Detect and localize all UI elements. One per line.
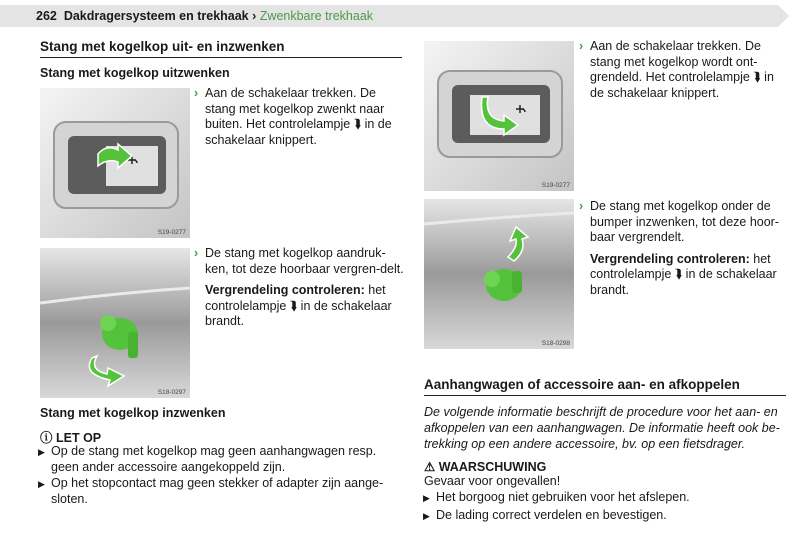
image-code: S18-0297 (157, 389, 186, 396)
triangle-bullet-icon: ▶ (38, 479, 45, 489)
switch-image-2 (424, 41, 574, 191)
warning-item: ▶ De lading correct verdelen en bevestigen. (423, 508, 667, 522)
heading-rule (40, 57, 402, 58)
check-label: Vergrendeling controleren: (205, 283, 365, 297)
warning-item: ▶ Het borgoog niet gebruiken voor het afslepen. (423, 490, 690, 504)
heading-rule (424, 395, 786, 396)
step-text: De stang met kogelkop aandruk-ken, tot deze hoorbaar vergren-delt. (205, 246, 404, 276)
step-bullet-icon: › (194, 246, 199, 260)
triangle-bullet-icon: ▶ (423, 493, 430, 503)
section-title: Dakdragersysteem en trekhaak (63, 9, 249, 23)
warning-icon: ⚠ (424, 460, 436, 474)
image-code: S18-0298 (541, 340, 570, 347)
step-bullet-icon: › (194, 86, 199, 100)
step-text: Aan de schakelaar trekken. De stang met kogelkop zwenkt naar buiten. Het controlelampje ⮯ in de schakelaar knippert. (205, 86, 392, 147)
intro-text: De volgende informatie beschrijft de procedure voor het aan- en afkoppelen van een aanhangwagen. De informatie heeft ook be-trekking op een andere accessoire, bv. op een fietsdrager. (424, 405, 780, 451)
subheading-uitzwenken: Stang met kogelkop uitzwenken (40, 66, 230, 80)
step-right-2 (579, 199, 786, 298)
bumper-image-2 (424, 199, 574, 349)
image-code: S19-0277 (541, 182, 570, 189)
step-left-1 (194, 86, 405, 148)
note-item: ▶ Op de stang met kogelkop mag geen aanhangwagen resp. geen ander accessoire aangekoppeld zijn. (38, 444, 377, 474)
image-code: S19-0277 (157, 229, 186, 236)
step-right-1 (579, 39, 786, 101)
check-text: het controlelampje ⮯ in de schakelaar brandt. (590, 251, 777, 297)
breadcrumb-separator: › (252, 9, 257, 23)
breadcrumb-current[interactable]: Zwenkbare trekhaak (259, 9, 374, 23)
section-heading: Stang met kogelkop uit- en inzwenken (40, 39, 285, 54)
section-heading-2: Aanhangwagen of accessoire aan- en afkoppelen (424, 377, 740, 392)
note-title: LET OP (56, 431, 102, 445)
warning-title: WAARSCHUWING (438, 460, 547, 474)
step-text: Aan de schakelaar trekken. De stang met kogelkop wordt ont-grendeld. Het controlelampje ⮯ in de schakelaar knippert. (590, 39, 774, 100)
switch-image-1 (40, 88, 190, 238)
breadcrumb (36, 9, 373, 23)
subheading-inzwenken: Stang met kogelkop inzwenken (40, 406, 226, 420)
info-icon: ⓘ (40, 431, 53, 445)
check-label: Vergrendeling controleren: (590, 251, 750, 266)
triangle-bullet-icon: ▶ (38, 447, 45, 457)
step-bullet-icon: › (579, 39, 584, 53)
header-arrow (778, 5, 789, 27)
step-left-2 (194, 246, 405, 330)
page-number: 262 (36, 9, 57, 23)
bumper-image-1 (40, 248, 190, 398)
warning-heading (424, 459, 546, 474)
step-text: De stang met kogelkop onder de bumper inzwenken, tot deze hoor-baar vergrendelt. (590, 199, 779, 244)
step-bullet-icon: › (579, 199, 584, 213)
check-text: het controlelampje ⮯ in de schakelaar brandt. (205, 283, 392, 328)
note-item: ▶ Op het stopcontact mag geen stekker of adapter zijn aange-sloten. (38, 476, 384, 506)
warning-lead: Gevaar voor ongevallen! (424, 474, 561, 488)
triangle-bullet-icon: ▶ (423, 511, 430, 521)
